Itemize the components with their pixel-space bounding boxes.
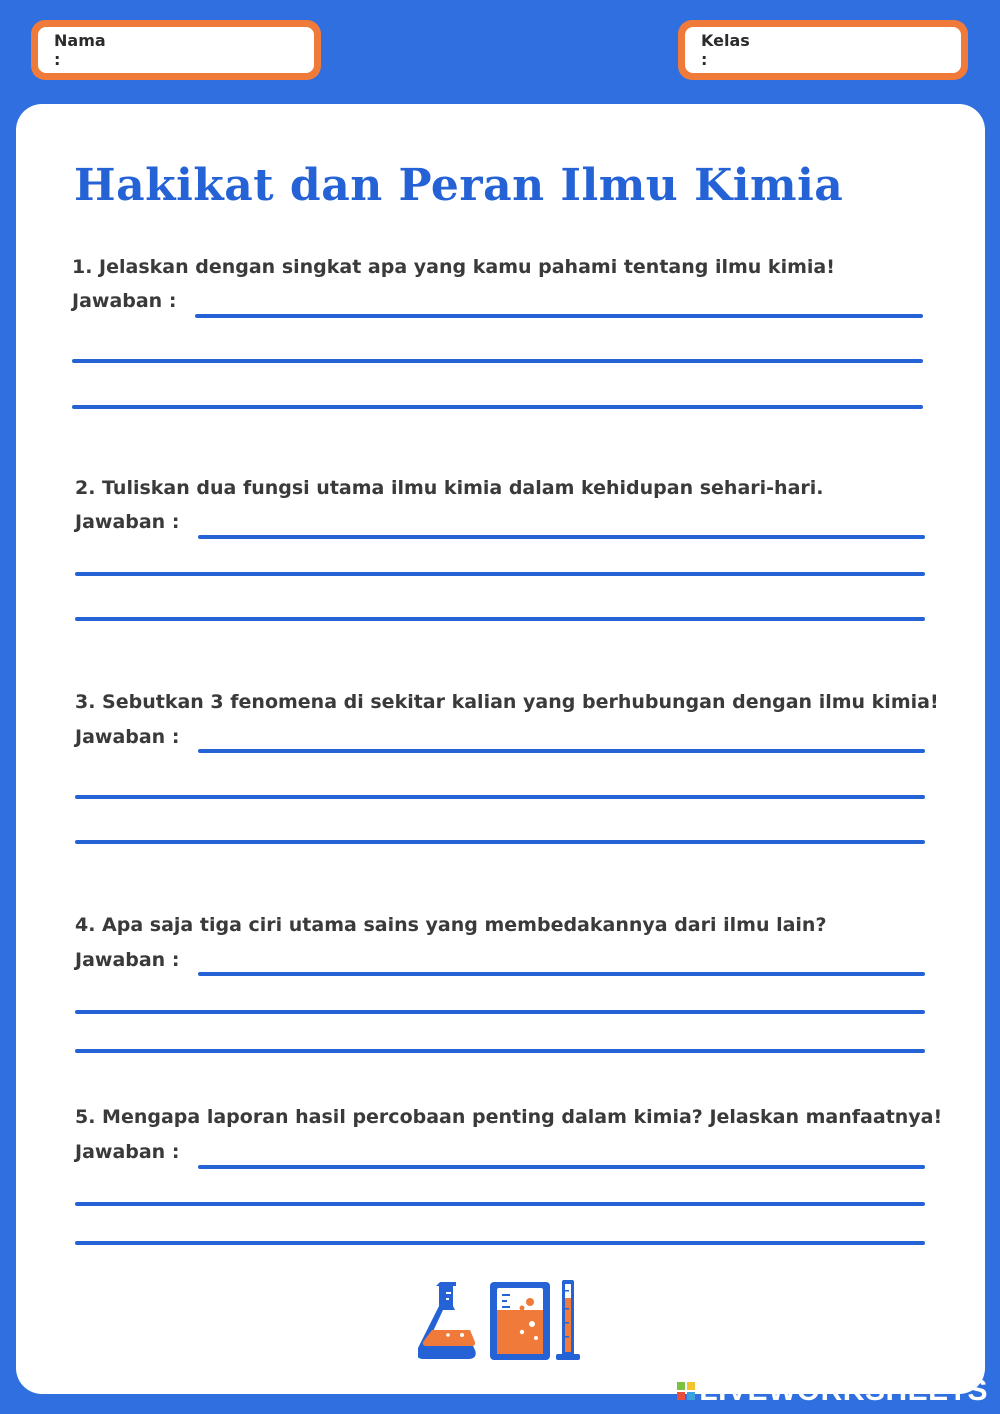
answer-line[interactable] <box>195 314 923 318</box>
answer-label-4: Jawaban : <box>75 949 180 971</box>
answer-label-5: Jawaban : <box>75 1141 180 1163</box>
question-3: 3. Sebutkan 3 fenomena di sekitar kalian yang berhubungan dengan ilmu kimia! <box>75 691 939 713</box>
liveworksheets-logo[interactable] <box>677 1374 988 1408</box>
answer-line[interactable] <box>75 1049 925 1053</box>
graduated-cylinder-icon <box>556 1280 580 1360</box>
footer-brand: LIVEWORKSHEETS <box>699 1374 988 1407</box>
lab-glassware-illustration <box>418 1278 584 1362</box>
page-title: Hakikat dan Peran Ilmu Kimia <box>74 160 844 211</box>
answer-line[interactable] <box>198 972 925 976</box>
answer-line[interactable] <box>75 1241 925 1245</box>
nama-label: Nama : <box>54 31 106 69</box>
answer-line[interactable] <box>75 617 925 621</box>
question-4: 4. Apa saja tiga ciri utama sains yang membedakannya dari ilmu lain? <box>75 914 827 936</box>
answer-line[interactable] <box>198 1165 925 1169</box>
kelas-field[interactable] <box>685 27 961 73</box>
answer-label-2: Jawaban : <box>75 511 180 533</box>
answer-line[interactable] <box>72 359 923 363</box>
answer-label-1: Jawaban : <box>72 290 177 312</box>
answer-line[interactable] <box>75 1010 925 1014</box>
question-5: 5. Mengapa laporan hasil percobaan penting dalam kimia? Jelaskan manfaatnya! <box>75 1106 943 1128</box>
answer-line[interactable] <box>75 795 925 799</box>
answer-label-3: Jawaban : <box>75 726 180 748</box>
nama-input[interactable] <box>114 40 318 61</box>
answer-line[interactable] <box>75 1202 925 1206</box>
answer-line[interactable] <box>75 840 925 844</box>
kelas-label: Kelas : <box>701 31 750 69</box>
kelas-input[interactable] <box>758 40 962 61</box>
liveworksheets-mark-icon <box>677 1382 695 1400</box>
answer-line[interactable] <box>198 749 925 753</box>
question-1: 1. Jelaskan dengan singkat apa yang kamu pahami tentang ilmu kimia! <box>72 256 835 278</box>
question-2: 2. Tuliskan dua fungsi utama ilmu kimia dalam kehidupan sehari-hari. <box>75 477 824 499</box>
answer-line[interactable] <box>198 535 925 539</box>
nama-field[interactable] <box>38 27 314 73</box>
answer-line[interactable] <box>75 572 925 576</box>
answer-line[interactable] <box>72 405 923 409</box>
flask-icon <box>418 1282 476 1359</box>
beaker-icon <box>490 1282 550 1360</box>
kelas-field-box <box>678 20 968 80</box>
nama-field-box <box>31 20 321 80</box>
